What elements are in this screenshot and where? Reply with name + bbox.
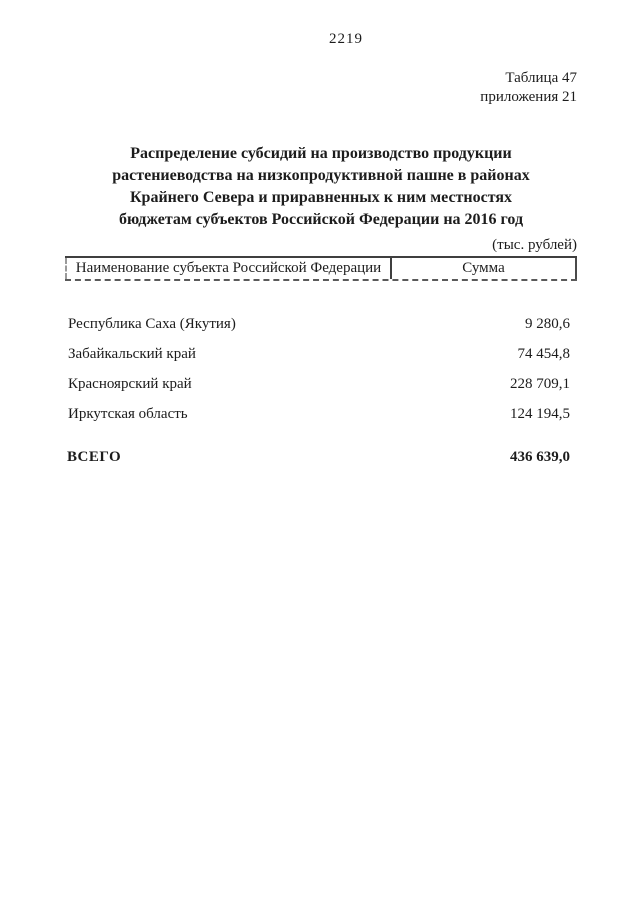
subject-value: 124 194,5	[510, 405, 570, 422]
table-reference-line2: приложения 21	[480, 89, 577, 105]
subject-value: 74 454,8	[517, 345, 570, 362]
document-title-line3: Крайнего Севера и приравненных к ним местностях	[129, 189, 513, 206]
document-title-line1: Распределение субсидий на производство продукции	[130, 145, 512, 162]
table-row	[65, 369, 577, 399]
table-row	[65, 309, 577, 339]
page-number: 2219	[329, 31, 363, 47]
subject-name: Республика Саха (Якутия)	[68, 315, 236, 332]
subject-value: 9 280,6	[525, 315, 570, 332]
table-row	[65, 339, 577, 369]
document-title-line2: растениеводства на низкопродуктивной пашне в районах	[112, 167, 530, 184]
units-note: (тыс. рублей)	[492, 237, 577, 253]
table-reference	[65, 69, 577, 107]
subject-name: Забайкальский край	[68, 345, 196, 362]
subject-name: Красноярский край	[68, 375, 192, 392]
subject-value: 228 709,1	[510, 375, 570, 392]
document-title-line4: бюджетам субъектов Российской Федерации на 2016 год	[118, 211, 524, 228]
document-title	[65, 143, 577, 231]
document-content	[65, 0, 577, 472]
table-header-name: Наименование субъекта Российской Федерации	[65, 258, 390, 279]
table-total-row	[65, 442, 577, 472]
total-value: 436 639,0	[510, 448, 570, 465]
subject-name: Иркутская область	[68, 405, 188, 422]
table-header-sum: Сумма	[390, 258, 577, 279]
table-row	[65, 399, 577, 429]
table-body	[65, 309, 577, 429]
total-label: ВСЕГО	[67, 448, 122, 465]
table-header-row	[65, 256, 577, 281]
table-reference-line1: Таблица 47	[505, 70, 577, 86]
